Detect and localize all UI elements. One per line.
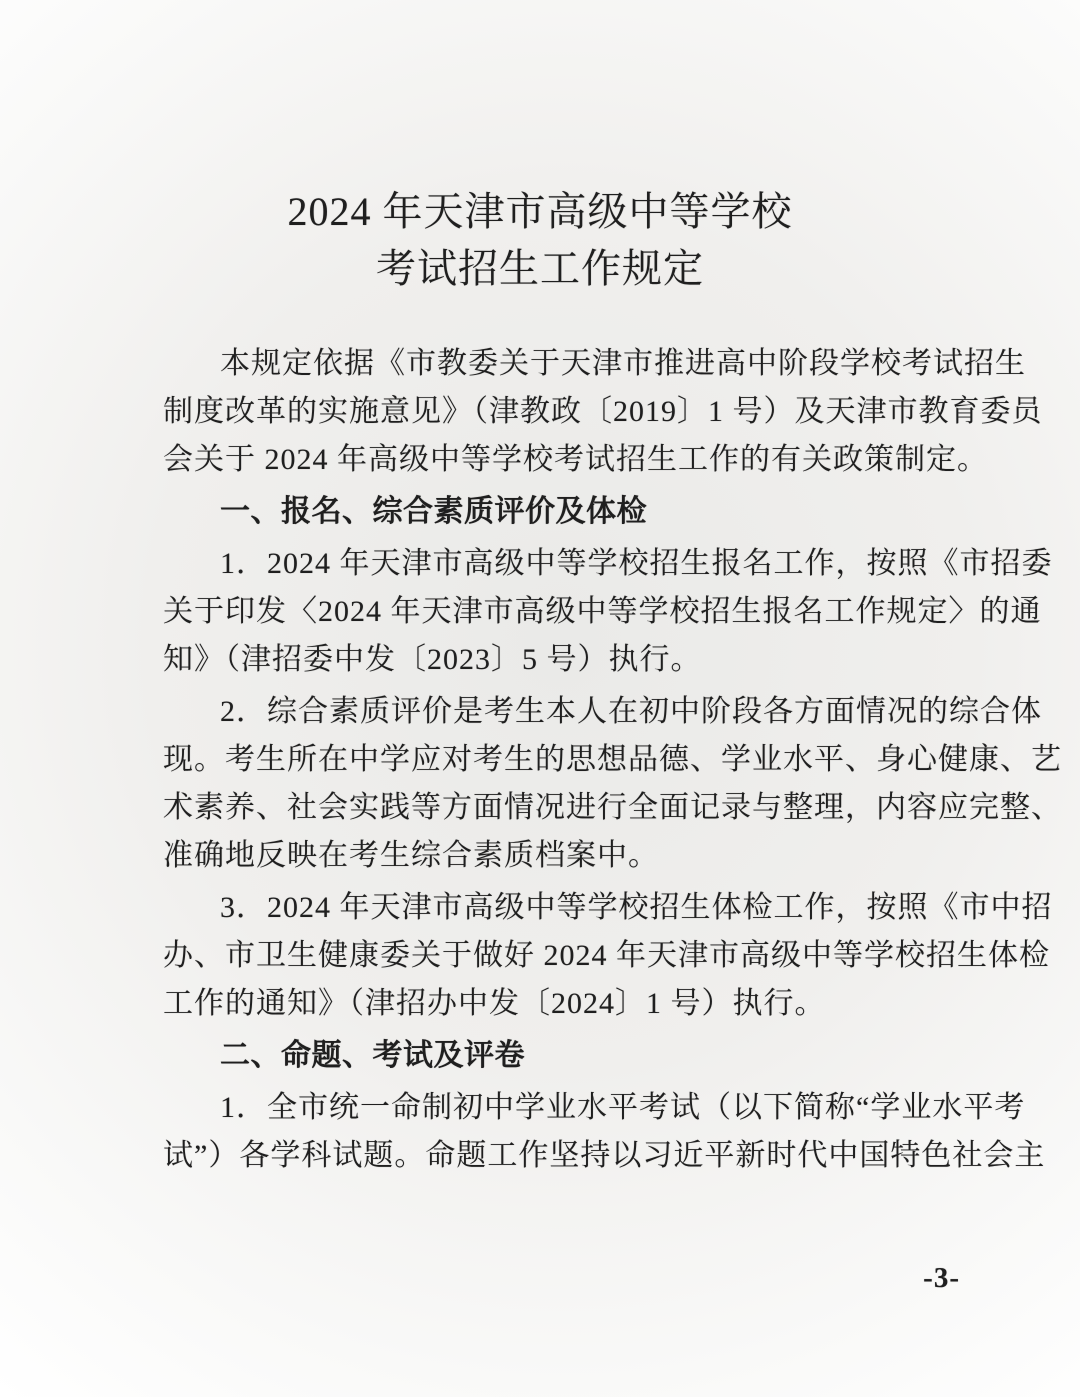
text-line: 3．2024 年天津市高级中等学校招生体检工作，按照《市中招 <box>220 891 1053 924</box>
text-line: 准确地反映在考生综合素质档案中。 <box>163 839 659 872</box>
text-line: 二、命题、考试及评卷 <box>220 1039 525 1072</box>
text-line: 关于印发〈2024 年天津市高级中等学校招生报名工作规定〉的通 <box>163 595 1042 628</box>
text-line: 现。考生所在中学应对考生的思想品德、学业水平、身心健康、艺 <box>163 743 1062 776</box>
text-line: 知》（津招委中发〔2023〕5 号）执行。 <box>163 643 702 676</box>
document-body <box>163 340 1062 1180</box>
text-line: 一、报名、综合素质评价及体检 <box>220 495 647 528</box>
text-line: 办、市卫生健康委关于做好 2024 年天津市高级中等学校招生体检 <box>163 939 1050 972</box>
text-line: 制度改革的实施意见》（津教政〔2019〕1 号）及天津市教育委员 <box>163 395 1043 428</box>
paragraph <box>163 540 1053 684</box>
document-title <box>0 0 1080 297</box>
text-line: 1．2024 年天津市高级中等学校招生报名工作，按照《市招委 <box>220 547 1053 580</box>
section-heading <box>163 1032 980 1080</box>
text-line: 工作的通知》（津招办中发〔2024〕1 号）执行。 <box>163 987 826 1020</box>
text-line: 1．全市统一命制初中学业水平考试（以下简称“学业水平考 <box>220 1091 1026 1124</box>
text-line: 术素养、社会实践等方面情况进行全面记录与整理，内容应完整、 <box>163 791 1062 824</box>
page-number: -3- <box>923 1262 960 1294</box>
text-line: 2．综合素质评价是考生本人在初中阶段各方面情况的综合体 <box>220 695 1042 728</box>
paragraph <box>163 340 1043 484</box>
text-line: 本规定依据《市教委关于天津市推进高中阶段学校考试招生 <box>220 347 1026 380</box>
text-line: 试”）各学科试题。命题工作坚持以习近平新时代中国特色社会主 <box>163 1139 1046 1172</box>
paragraph <box>163 688 1062 880</box>
paragraph <box>163 1084 1046 1180</box>
title-line: 考试招生工作规定 <box>376 246 704 291</box>
paragraph <box>163 884 1053 1028</box>
text-line: 会关于 2024 年高级中等学校考试招生工作的有关政策制定。 <box>163 443 988 476</box>
section-heading <box>163 488 980 536</box>
title-line: 2024 年天津市高级中等学校 <box>287 189 793 234</box>
